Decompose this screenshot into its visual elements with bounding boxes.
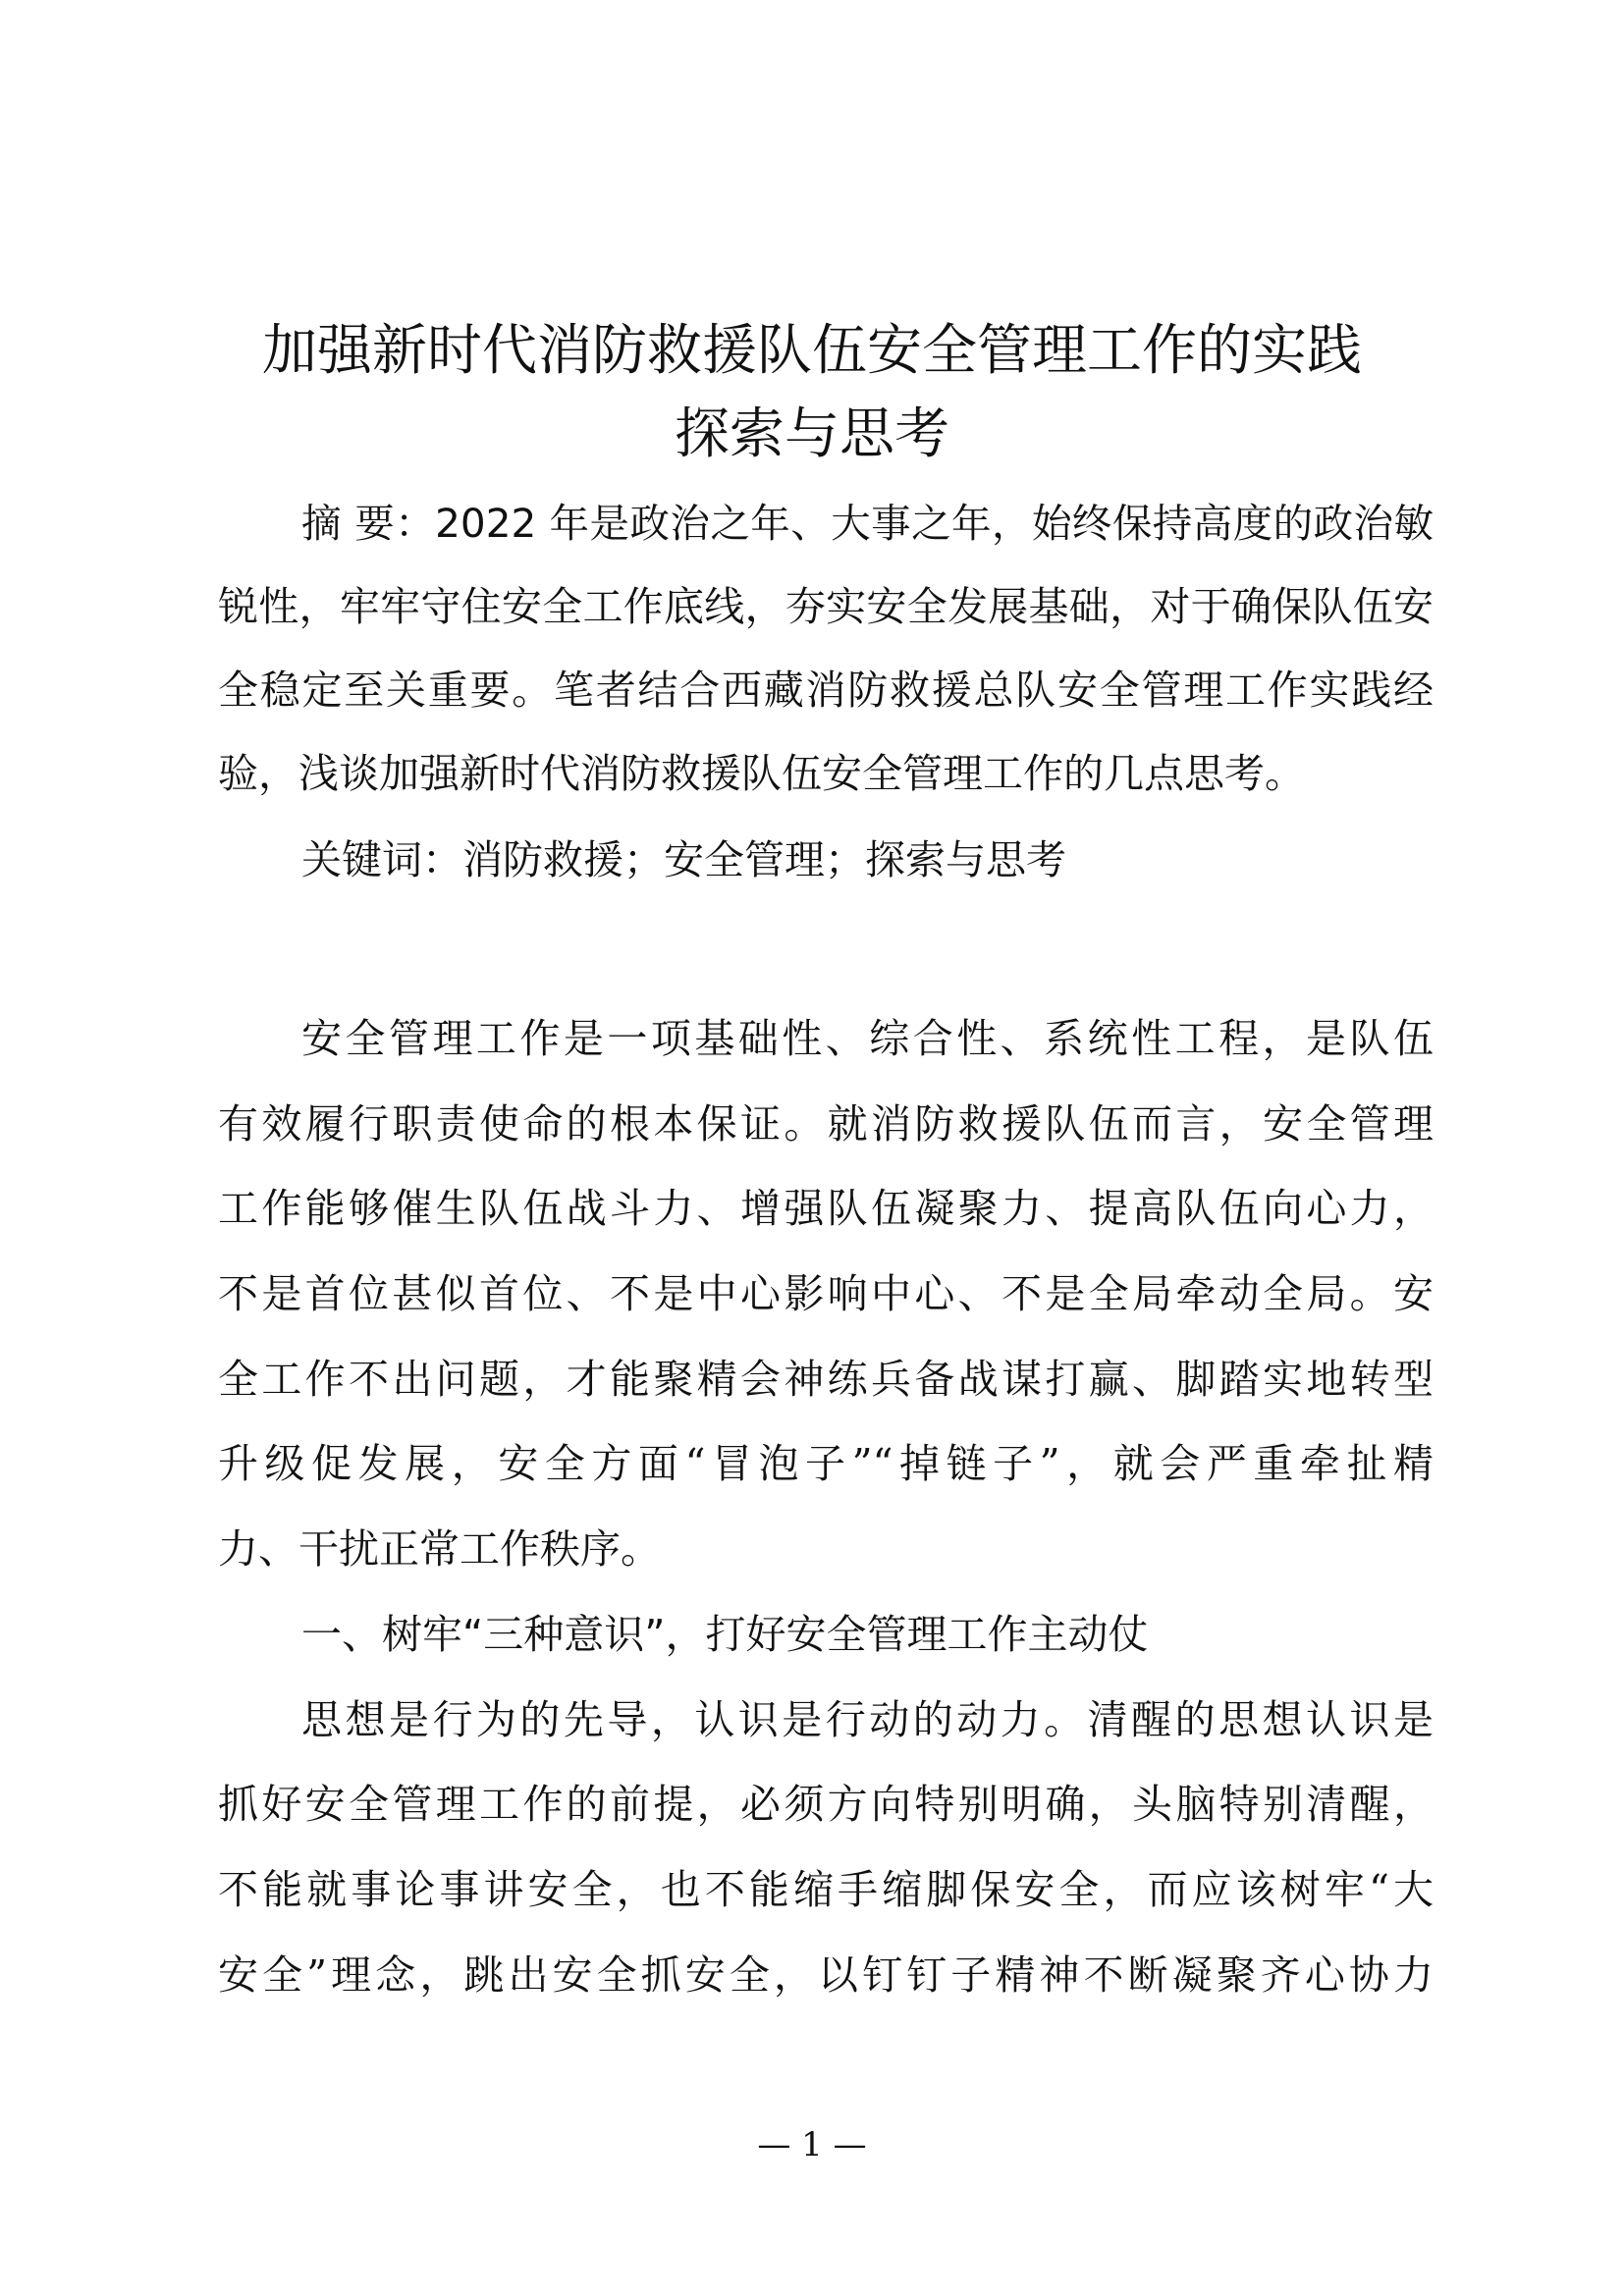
- intro-line-7: 力、干扰正常工作秩序。: [218, 1525, 661, 1573]
- abstract-line-4: 验，浅谈加强新时代消防救援队伍安全管理工作的几点思考。: [218, 750, 1305, 797]
- abstract-line-3: 全稳定至关重要。笔者结合西藏消防救援总队安全管理工作实践经: [218, 667, 1434, 714]
- document-title-line-2: 探索与思考: [675, 402, 949, 466]
- section-1-line-3: 不能就事论事讲安全，也不能缩手缩脚保安全，而应该树牢“大: [218, 1866, 1434, 1913]
- keywords-line: 关键词：消防救援；安全管理；探索与思考: [301, 836, 1066, 883]
- intro-line-2: 有效履行职责使命的根本保证。就消防救援队伍而言，安全管理: [218, 1100, 1434, 1148]
- intro-line-6: 升级促发展，安全方面“冒泡子”“掉链子”，就会严重牵扯精: [218, 1440, 1434, 1487]
- section-1-heading: 一、树牢“三种意识”，打好安全管理工作主动仗: [301, 1611, 1149, 1658]
- section-1-line-1: 思想是行为的先导，认识是行动的动力。清醒的思想认识是: [301, 1696, 1434, 1743]
- intro-line-3: 工作能够催生队伍战斗力、增强队伍凝聚力、提高队伍向心力，: [218, 1185, 1434, 1232]
- intro-line-4: 不是首位甚似首位、不是中心影响中心、不是全局牵动全局。安: [218, 1270, 1434, 1317]
- intro-line-5: 全工作不出问题，才能聚精会神练兵备战谋打赢、脚踏实地转型: [218, 1356, 1434, 1403]
- section-1-line-4: 安全”理念，跳出安全抓安全，以钉钉子精神不断凝聚齐心协力: [218, 1951, 1434, 1999]
- document-title-line-1: 加强新时代消防救援队伍安全管理工作的实践: [262, 319, 1362, 383]
- page-number: — 1 —: [757, 2125, 867, 2164]
- abstract-line-1: 摘 要：2022 年是政治之年、大事之年，始终保持高度的政治敏: [301, 500, 1434, 547]
- abstract-line-2: 锐性，牢牢守住安全工作底线，夯实安全发展基础，对于确保队伍安: [218, 583, 1434, 630]
- intro-line-1: 安全管理工作是一项基础性、综合性、系统性工程，是队伍: [301, 1015, 1434, 1062]
- section-1-line-2: 抓好安全管理工作的前提，必须方向特别明确，头脑特别清醒，: [218, 1781, 1434, 1828]
